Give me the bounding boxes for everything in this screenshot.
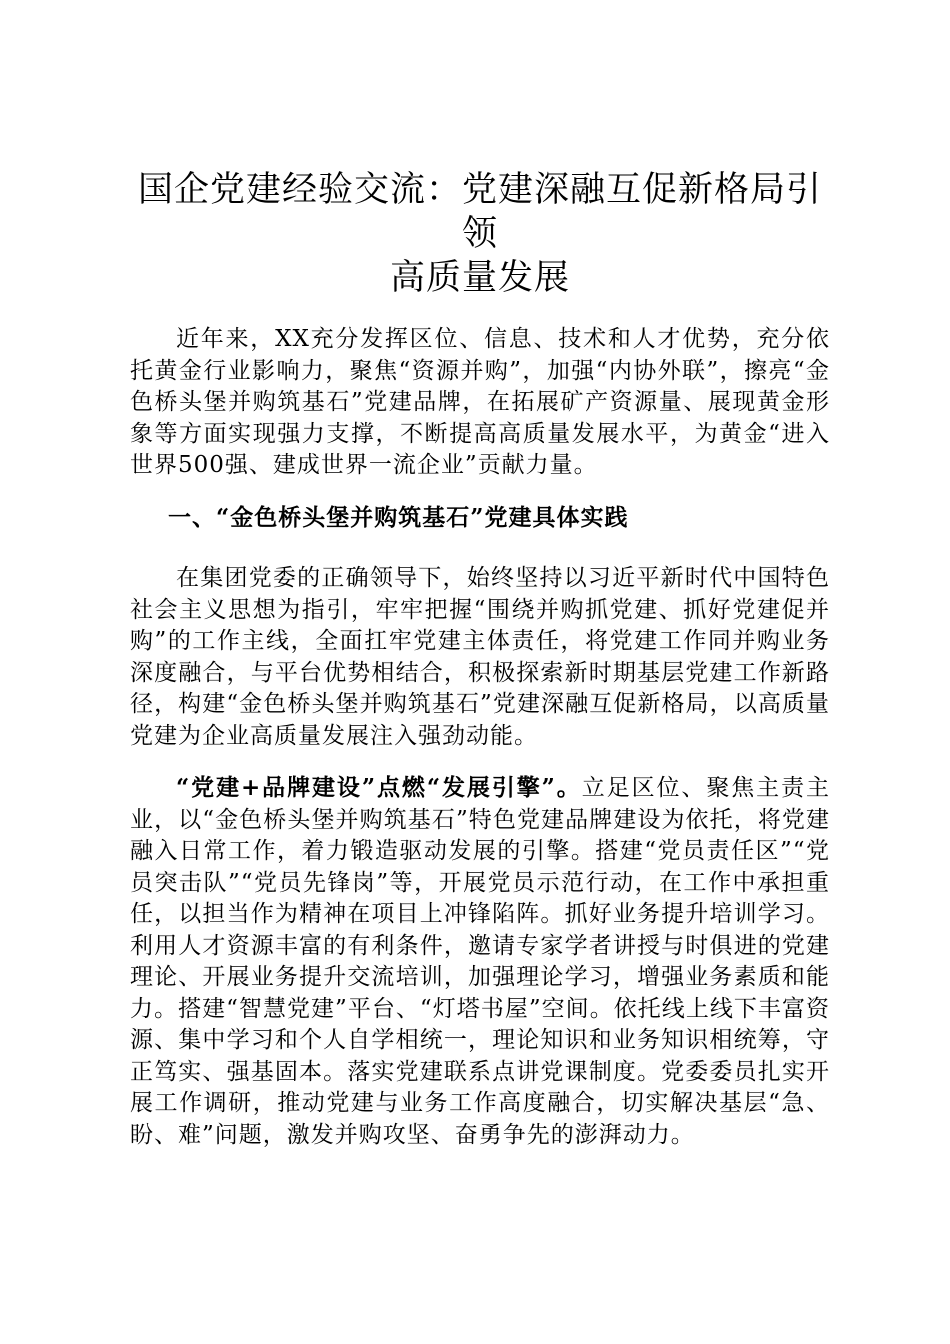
document-page <box>130 168 830 1171</box>
title-line-2: 高质量发展 <box>389 258 570 298</box>
title-line-1: 国企党建经验交流：党建深融互促新格局引领 <box>137 170 822 254</box>
body-paragraph: 在集团党委的正确领导下，始终坚持以习近平新时代中国特色社会主义思想为指引，牢牢把握“围绕并购抓党建、抓好党建促并购”的工作主线，全面扛牢党建主体责任，将党建工作同并购业务深度融合，与平台优势相结合，积极探索新时期基层党建工作新路径，构建“金色桥头堡并购筑基石”党建深融互促新格局，以高质量党建为企业高质量发展注入强劲动能。 <box>130 565 830 749</box>
section-heading: 一、“金色桥头堡并购筑基石”党建具体实践 <box>168 503 629 531</box>
paragraph-lead: “党建+品牌建设”点燃“发展引擎”。 <box>176 774 582 801</box>
intro-paragraph: 近年来，XX充分发挥区位、信息、技术和人才优势，充分依托黄金行业影响力，聚焦“资源并购”，加强“内协外联”，擦亮“金色桥头堡并购筑基石”党建品牌，在拓展矿产资源量、展现黄金形象等方面实现强力支撑，不断提高高质量发展水平，为黄金“进入世界500强、建成世界一流企业”贡献力量。 <box>130 326 830 478</box>
body-paragraph-branding <box>130 772 830 1151</box>
document-title <box>130 168 830 300</box>
paragraph-body: 立足区位、聚焦主责主业，以“金色桥头堡并购筑基石”特色党建品牌建设为依托，将党建融入日常工作，着力锻造驱动发展的引擎。搭建“党员责任区”“党员突击队”“党员先锋岗”等，开展党员示范行动，在工作中承担重任，以担当作为精神在项目上冲锋陷阵。抓好业务提升培训学习。利用人才资源丰富的有利条件，邀请专家学者讲授与时俱进的党建理论、开展业务提升交流培训，加强理论学习，增强业务素质和能力。搭建“智慧党建”平台、“灯塔书屋”空间。依托线上线下丰富资源、集中学习和个人自学相统一，理论知识和业务知识相统筹，守正笃实、强基固本。落实党建联系点讲党课制度。党委委员扎实开展工作调研，推动党建与业务工作高度融合，切实解决基层“急、盼、难”问题，激发并购攻坚、奋勇争先的澎湃动力。 <box>130 775 831 1148</box>
